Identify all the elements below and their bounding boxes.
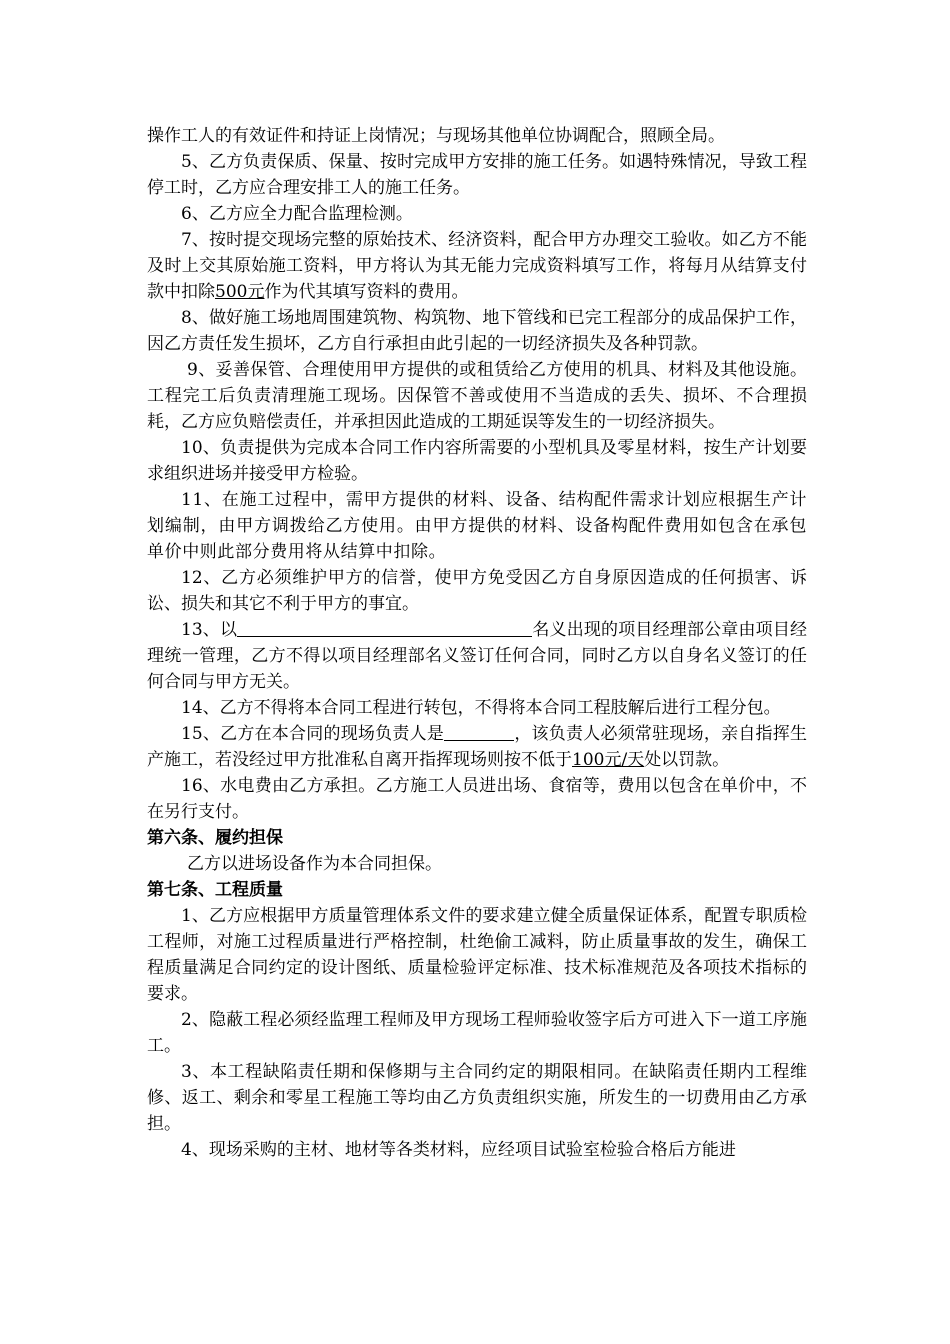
clause-6: 6、乙方应全力配合监理检测。 xyxy=(181,204,413,224)
clause-7-amount: 500元 xyxy=(215,282,265,302)
quality-clause-4: 4、现场采购的主材、地材等各类材料，应经项目试验室检验合格后方能进 xyxy=(181,1140,736,1160)
clause-9: 9、妥善保管、合理使用甲方提供的或租赁给乙方使用的机具、材料及其他设施。工程完工后负责清理施工现场。因保管不善或使用不当造成的丢失、损坏、不合理损耗，乙方应负赔偿责任，并承担因此造成的工期延误等发生的一切经济损失。 xyxy=(147,360,807,432)
clause-13 xyxy=(147,617,807,695)
quality-clause-1: 1、乙方应根据甲方质量管理体系文件的要求建立健全质量保证体系，配置专职质检工程师，对施工过程质量进行严格控制，杜绝偷工减料，防止质量事故的发生，确保工程质量满足合同约定的设计图纸、质量检验评定标准、技术标准规范及各项技术指标的要求。 xyxy=(147,906,807,1004)
project-name-blank xyxy=(237,618,532,637)
clause-10: 10、负责提供为完成本合同工作内容所需要的小型机具及零星材料，按生产计划要求组织进场并接受甲方检验。 xyxy=(147,438,807,484)
clause-14: 14、乙方不得将本合同工程进行转包，不得将本合同工程肢解后进行工程分包。 xyxy=(181,698,781,718)
clause-7 xyxy=(147,227,807,305)
article-6-text: 乙方以进场设备作为本合同担保。 xyxy=(187,854,442,874)
clause-13-text-b: 名义出现的项目经理部公章由项目经理统一管理，乙方不得以项目经理部名义签订任何合同，同时乙方以自身名义签订的任何合同与甲方无关。 xyxy=(147,620,808,692)
clause-15-text-c: 处以罚款。 xyxy=(644,750,730,770)
clause-16: 16、水电费由乙方承担。乙方施工人员进出场、食宿等，费用以包含在单价中，不在另行支付。 xyxy=(147,776,807,822)
quality-clause-3: 3、本工程缺陷责任期和保修期与主合同约定的期限相同。在缺陷责任期内工程维修、返工、剩余和零星工程施工等均由乙方负责组织实施，所发生的一切费用由乙方承担。 xyxy=(147,1062,807,1134)
clause-5: 5、乙方负责保质、保量、按时完成甲方安排的施工任务。如遇特殊情况，导致工程停工时，乙方应合理安排工人的施工任务。 xyxy=(147,152,807,198)
clause-15-text-a: 15、乙方在本合同的现场负责人是 xyxy=(181,724,445,744)
site-manager-blank xyxy=(444,722,514,741)
clause-8: 8、做好施工场地周围建筑物、构筑物、地下管线和已完工程部分的成品保护工作，因乙方责任发生损坏，乙方自行承担由此引起的一切经济损失及各种罚款。 xyxy=(147,308,807,354)
clause-11: 11、在施工过程中，需甲方提供的材料、设备、结构配件需求计划应根据生产计划编制，由甲方调拨给乙方使用。由甲方提供的材料、设备构配件费用如包含在承包单价中则此部分费用将从结算中扣除。 xyxy=(147,490,807,562)
document-body xyxy=(147,123,807,1163)
clause-15-text-b: ，该负责人必须常驻现场，亲自指挥生产施工，若没经过甲方批准私自离开指挥现场则按不低于 xyxy=(147,724,808,770)
clause-15-amount: 100元/天 xyxy=(572,750,645,770)
article-6-heading: 第六条、履约担保 xyxy=(147,828,283,848)
clause-7-text-b: 作为代其填写资料的费用。 xyxy=(264,282,469,302)
clause-7-text-a: 7、按时提交现场完整的原始技术、经济资料，配合甲方办理交工验收。如乙方不能及时上交其原始施工资料，甲方将认为其无能力完成资料填写工作，将每月从结算支付款中扣除 xyxy=(147,230,807,302)
quality-clause-2: 2、隐蔽工程必须经监理工程师及甲方现场工程师验收签字后方可进入下一道工序施工。 xyxy=(147,1010,807,1056)
clause-13-text-a: 13、以 xyxy=(181,620,238,640)
article-7-heading: 第七条、工程质量 xyxy=(147,880,283,900)
clause-12: 12、乙方必须维护甲方的信誉，使甲方免受因乙方自身原因造成的任何损害、诉讼、损失和其它不利于甲方的事宜。 xyxy=(147,568,807,614)
clause-15 xyxy=(147,721,807,773)
clause-4-continuation: 操作工人的有效证件和持证上岗情况；与现场其他单位协调配合，照顾全局。 xyxy=(147,126,725,146)
